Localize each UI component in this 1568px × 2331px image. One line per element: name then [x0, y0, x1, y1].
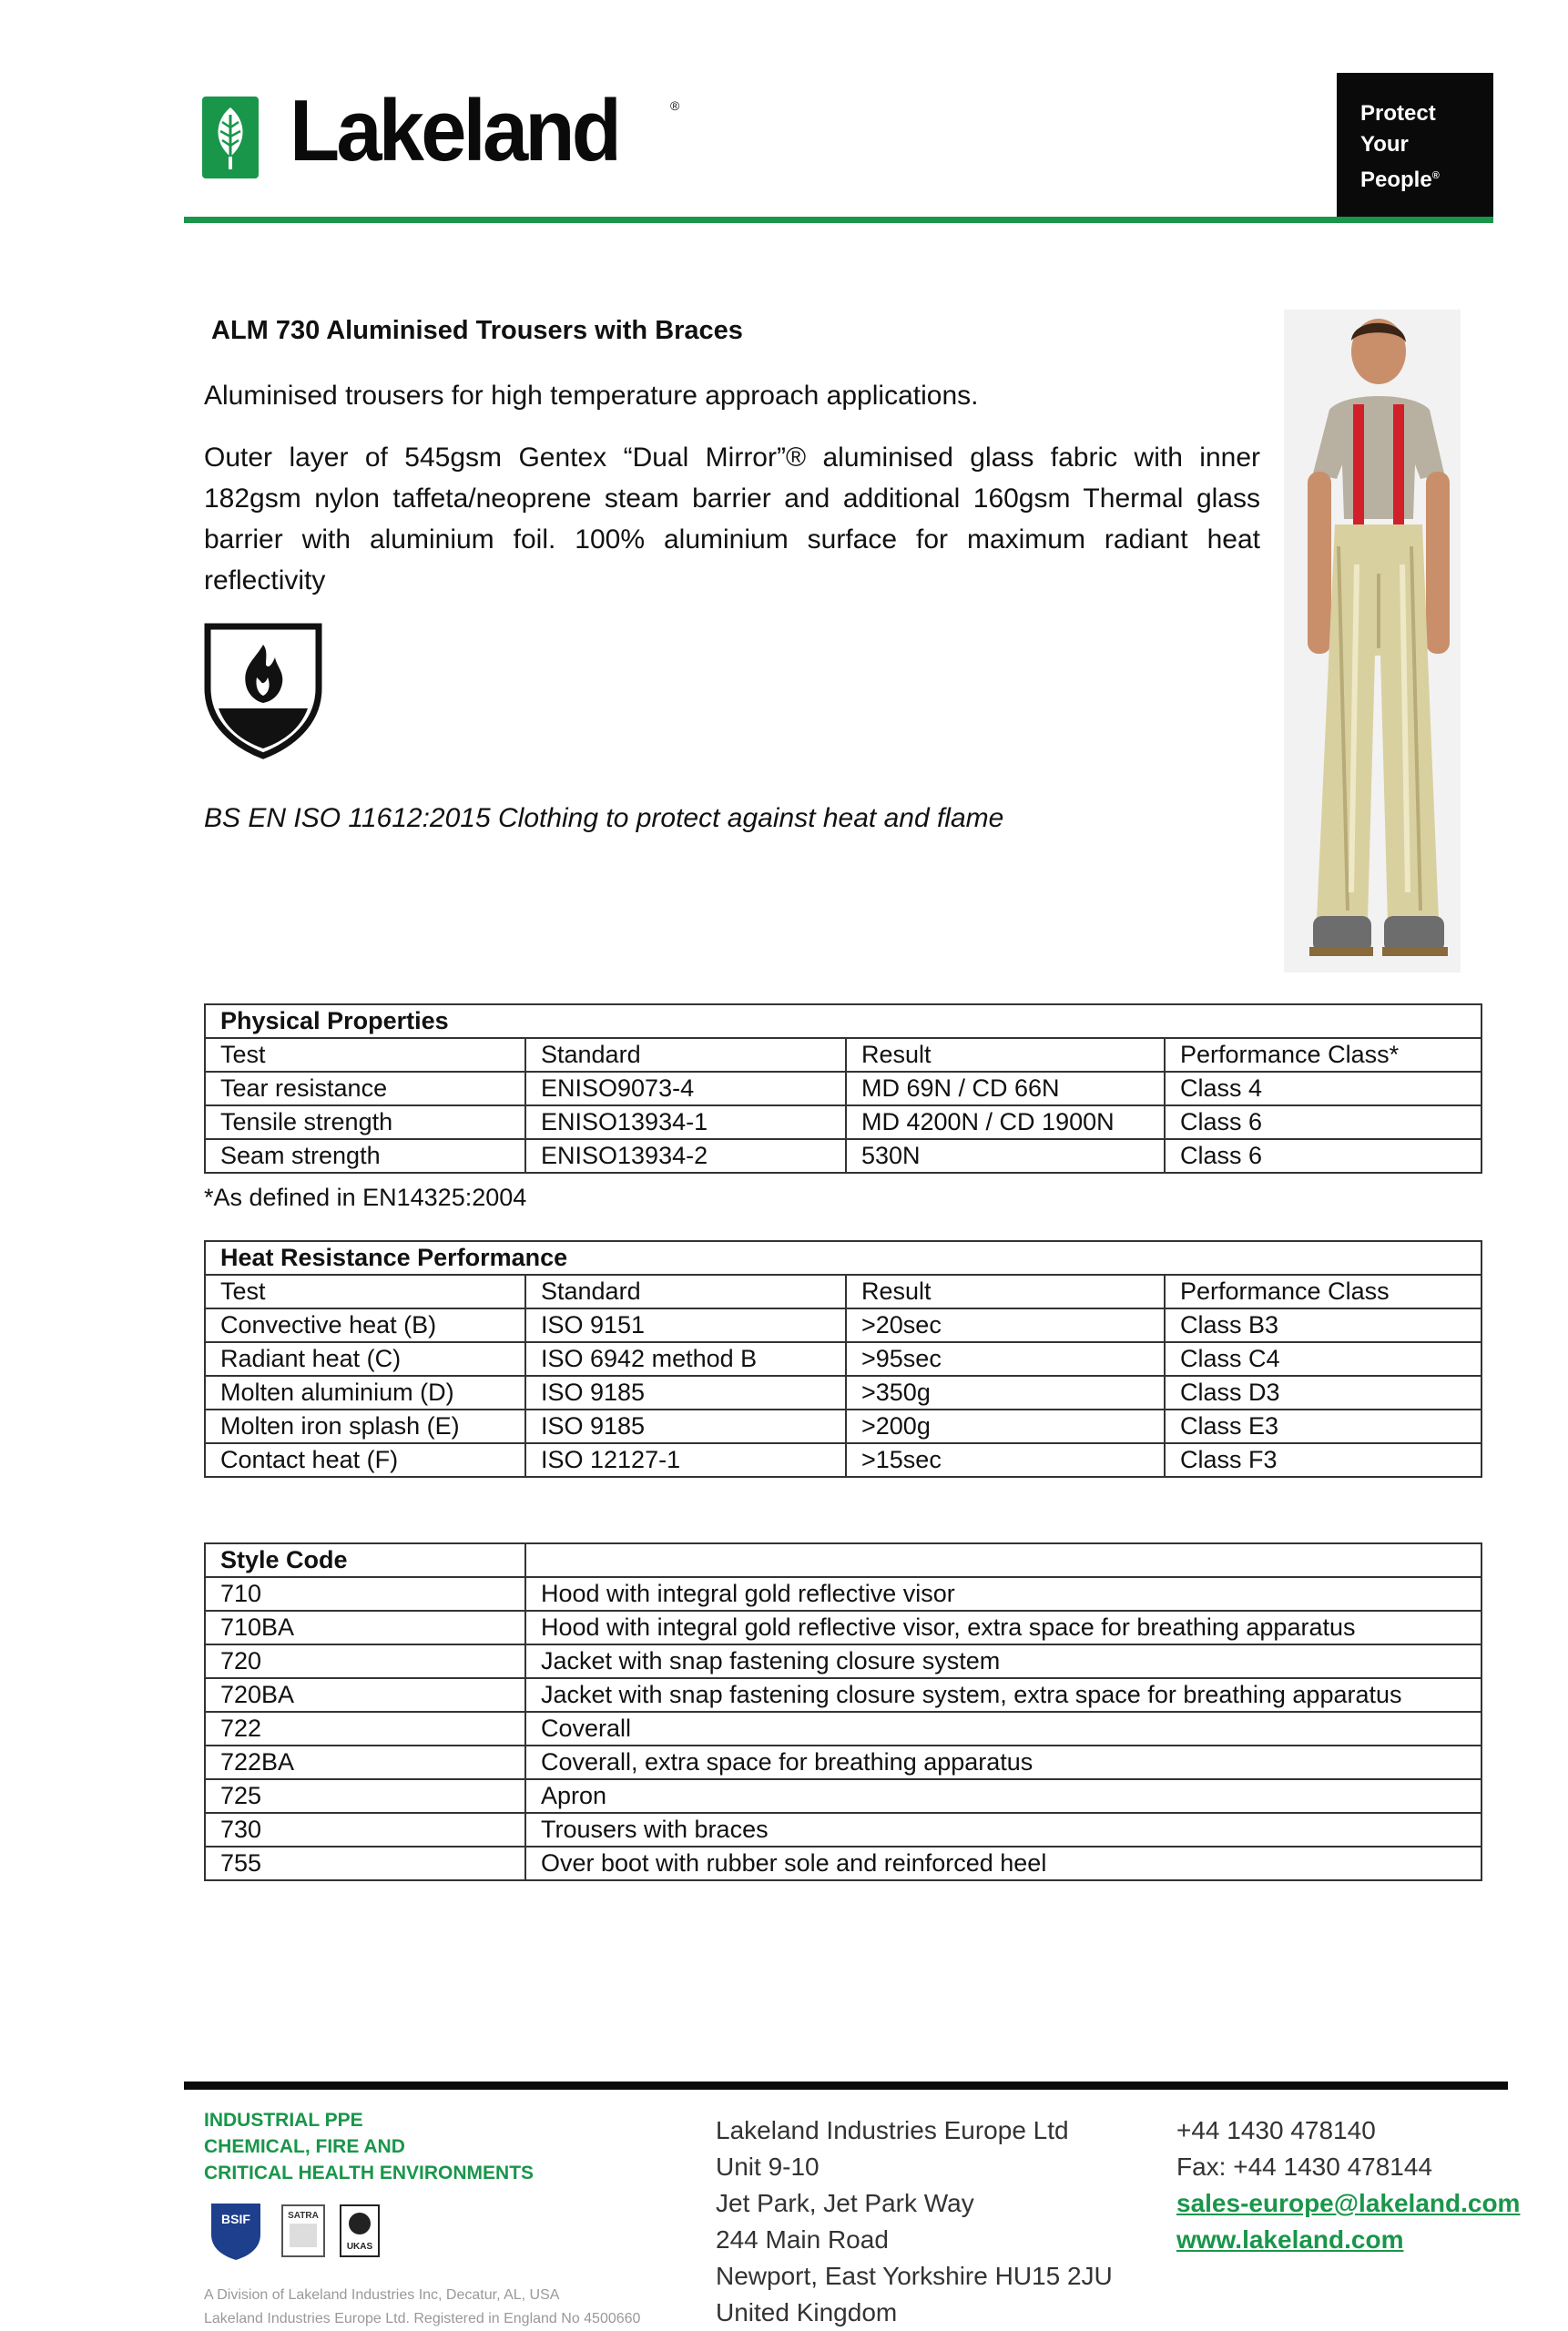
division-line: Lakeland Industries Europe Ltd. Registered in England No 4500660 — [204, 2311, 641, 2326]
table-cell: Molten iron splash (E) — [205, 1410, 525, 1443]
style-description-cell: Coverall, extra space for breathing apparatus — [525, 1746, 1481, 1779]
table-row — [205, 1813, 1481, 1847]
address-line: Unit 9-10 — [716, 2153, 820, 2181]
svg-text:SATRA: SATRA — [288, 2211, 319, 2221]
column-header: Result — [846, 1038, 1165, 1072]
column-header: Performance Class — [1165, 1275, 1481, 1308]
table-cell: MD 69N / CD 66N — [846, 1072, 1165, 1105]
style-description-cell: Coverall — [525, 1712, 1481, 1746]
style-code-cell: 710 — [205, 1577, 525, 1611]
address-line: Lakeland Industries Europe Ltd — [716, 2116, 1069, 2144]
table-cell: Class E3 — [1165, 1410, 1481, 1443]
table-cell: Class 6 — [1165, 1139, 1481, 1173]
table-cell: >15sec — [846, 1443, 1165, 1477]
product-title: ALM 730 Aluminised Trousers with Braces — [211, 316, 743, 345]
heat-resistance-table — [204, 1240, 1482, 1478]
table-cell: Class 6 — [1165, 1105, 1481, 1139]
column-header: Standard — [525, 1275, 846, 1308]
table-cell: Contact heat (F) — [205, 1443, 525, 1477]
table-heading: Heat Resistance Performance — [205, 1241, 1481, 1275]
table-heading-row — [205, 1543, 1481, 1577]
table-cell: ENISO13934-2 — [525, 1139, 846, 1173]
table-cell: Tensile strength — [205, 1105, 525, 1139]
contact-details — [1176, 2112, 1520, 2258]
table-cell: >350g — [846, 1376, 1165, 1410]
address-line: Newport, East Yorkshire HU15 2JU — [716, 2262, 1113, 2290]
table-row — [205, 1644, 1481, 1678]
ukas-badge-icon — [341, 2205, 379, 2256]
satra-badge-icon — [282, 2205, 324, 2256]
table-cell: Class 4 — [1165, 1072, 1481, 1105]
product-description: Outer layer of 545gsm Gentex “Dual Mirror”® aluminised glass fabric with inner 182gsm nylon taffeta/neoprene steam barrier and additional 160gsm Thermal glass barrier with aluminium foil. 100% aluminium surface for maximum radiant heat reflectivity — [204, 443, 1260, 595]
table-row — [205, 1443, 1481, 1477]
table-cell: Class C4 — [1165, 1342, 1481, 1376]
table-cell — [525, 1543, 1481, 1577]
table-row — [205, 1678, 1481, 1712]
registered-mark: ® — [670, 98, 680, 113]
company-address — [716, 2112, 1113, 2331]
table-row — [205, 1779, 1481, 1813]
bsif-badge-icon — [211, 2204, 260, 2260]
tagline-line: INDUSTRIAL PPE — [204, 2110, 363, 2131]
address-line: 244 Main Road — [716, 2225, 889, 2254]
division-note — [204, 2284, 640, 2331]
header-divider — [184, 217, 1493, 223]
table-row — [205, 1308, 1481, 1342]
style-description-cell: Apron — [525, 1779, 1481, 1813]
table-cell: ISO 9185 — [525, 1410, 846, 1443]
table-cell: ISO 9151 — [525, 1308, 846, 1342]
table-row — [205, 1072, 1481, 1105]
table-cell: MD 4200N / CD 1900N — [846, 1105, 1165, 1139]
style-code-cell: 755 — [205, 1847, 525, 1880]
table-row — [205, 1847, 1481, 1880]
table-cell: ISO 12127-1 — [525, 1443, 846, 1477]
accreditation-badges — [206, 2198, 388, 2262]
phone-number: +44 1430 478140 — [1176, 2116, 1376, 2144]
table-row — [205, 1105, 1481, 1139]
column-header: Result — [846, 1275, 1165, 1308]
table-cell: >95sec — [846, 1342, 1165, 1376]
column-header: Standard — [525, 1038, 846, 1072]
table-row — [205, 1410, 1481, 1443]
registered-mark: ® — [1431, 170, 1440, 181]
brand-wordmark: Lakeland — [290, 82, 619, 179]
table-row — [205, 1577, 1481, 1611]
style-code-cell: 710BA — [205, 1611, 525, 1644]
style-code-cell: 722 — [205, 1712, 525, 1746]
leaf-icon — [202, 97, 259, 178]
table-heading: Style Code — [205, 1543, 525, 1577]
table-cell: Class F3 — [1165, 1443, 1481, 1477]
product-lead: Aluminised trousers for high temperature approach applications. — [204, 381, 979, 411]
table-cell: ISO 9185 — [525, 1376, 846, 1410]
logo-leaf-box — [202, 97, 259, 178]
tagline-line: Your — [1360, 132, 1409, 157]
table-cell: Tear resistance — [205, 1072, 525, 1105]
division-line: A Division of Lakeland Industries Inc, Decatur, AL, USA — [204, 2287, 560, 2303]
style-description-cell: Hood with integral gold reflective visor — [525, 1577, 1481, 1611]
style-code-cell: 720BA — [205, 1678, 525, 1712]
physical-properties-table — [204, 1003, 1482, 1174]
table-heading-row — [205, 1004, 1481, 1038]
svg-text:UKAS: UKAS — [346, 2242, 373, 2252]
column-header: Test — [205, 1275, 525, 1308]
protect-your-people-box — [1337, 73, 1493, 217]
fax-number: Fax: +44 1430 478144 — [1176, 2153, 1433, 2181]
column-header: Test — [205, 1038, 525, 1072]
tagline-line: People — [1360, 168, 1432, 192]
product-photo — [1284, 310, 1461, 972]
tagline-line: CHEMICAL, FIRE AND — [204, 2136, 405, 2157]
table-cell: ENISO9073-4 — [525, 1072, 846, 1105]
table-cell: Class D3 — [1165, 1376, 1481, 1410]
style-description-cell: Hood with integral gold reflective visor, extra space for breathing apparatus — [525, 1611, 1481, 1644]
standard-label: BS EN ISO 11612:2015 Clothing to protect against heat and flame — [204, 803, 1004, 833]
table-cell: Seam strength — [205, 1139, 525, 1173]
table-heading: Physical Properties — [205, 1004, 1481, 1038]
flame-shield-icon — [202, 621, 324, 759]
tagline-line: CRITICAL HEALTH ENVIRONMENTS — [204, 2163, 535, 2183]
style-code-cell: 722BA — [205, 1746, 525, 1779]
table-cell: ISO 6942 method B — [525, 1342, 846, 1376]
style-description-cell: Jacket with snap fastening closure system, extra space for breathing apparatus — [525, 1678, 1481, 1712]
table-header-row — [205, 1038, 1481, 1072]
table-cell: 530N — [846, 1139, 1165, 1173]
footer-tagline — [204, 2107, 534, 2186]
style-description-cell: Jacket with snap fastening closure system — [525, 1644, 1481, 1678]
address-line: Jet Park, Jet Park Way — [716, 2189, 974, 2217]
website-link[interactable]: www.lakeland.com — [1176, 2225, 1404, 2254]
table-row — [205, 1746, 1481, 1779]
tagline-line: Protect — [1360, 101, 1436, 126]
table-cell: >20sec — [846, 1308, 1165, 1342]
table-row — [205, 1139, 1481, 1173]
svg-text:BSIF: BSIF — [221, 2212, 250, 2226]
style-code-cell: 725 — [205, 1779, 525, 1813]
style-description-cell: Trousers with braces — [525, 1813, 1481, 1847]
style-code-cell: 720 — [205, 1644, 525, 1678]
address-line: United Kingdom — [716, 2298, 898, 2326]
style-code-cell: 730 — [205, 1813, 525, 1847]
table-row — [205, 1342, 1481, 1376]
table-row — [205, 1712, 1481, 1746]
table-cell: ENISO13934-1 — [525, 1105, 846, 1139]
table-footnote: *As defined in EN14325:2004 — [204, 1184, 527, 1211]
table-cell: >200g — [846, 1410, 1165, 1443]
table-cell: Radiant heat (C) — [205, 1342, 525, 1376]
style-code-table — [204, 1542, 1482, 1881]
table-row — [205, 1611, 1481, 1644]
footer-divider — [184, 2082, 1508, 2090]
table-cell: Molten aluminium (D) — [205, 1376, 525, 1410]
email-link[interactable]: sales-europe@lakeland.com — [1176, 2189, 1521, 2217]
table-cell: Class B3 — [1165, 1308, 1481, 1342]
table-heading-row — [205, 1241, 1481, 1275]
table-row — [205, 1376, 1481, 1410]
style-description-cell: Over boot with rubber sole and reinforced heel — [525, 1847, 1481, 1880]
table-cell: Convective heat (B) — [205, 1308, 525, 1342]
column-header: Performance Class* — [1165, 1038, 1481, 1072]
table-header-row — [205, 1275, 1481, 1308]
